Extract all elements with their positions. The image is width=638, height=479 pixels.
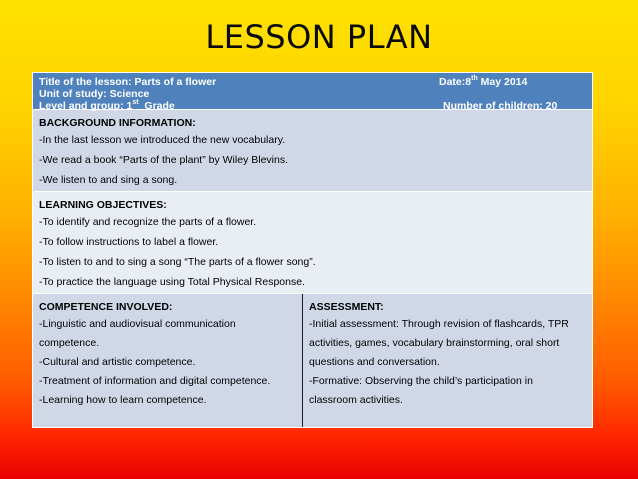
objective-line: -To follow instructions to label a flower.	[39, 236, 219, 248]
objectives-title: LEARNING OBJECTIVES:	[39, 199, 167, 211]
competence-line: -Learning how to learn competence.	[39, 394, 207, 406]
date-prefix: Date:8	[439, 76, 472, 88]
number-of-children: Number of children: 20	[443, 100, 558, 112]
level-sup: st	[132, 99, 139, 106]
objective-line: -To identify and recognize the parts of a flower.	[39, 216, 257, 228]
competence-line: competence.	[39, 337, 100, 349]
level-and-group	[39, 100, 175, 112]
assessment-line: -Formative: Observing the child’s participation in	[309, 375, 533, 387]
competence-assessment-row	[33, 294, 592, 427]
competence-line: -Treatment of information and digital competence.	[39, 375, 271, 387]
assessment-title: ASSESSMENT:	[309, 301, 384, 313]
background-line: -In the last lesson we introduced the new vocabulary.	[39, 134, 286, 146]
background-section	[33, 110, 592, 192]
slide-title: LESSON PLAN	[205, 18, 433, 56]
level-suffix: Grade	[138, 100, 175, 112]
date-suffix: May 2014	[477, 76, 528, 88]
competence-line: -Cultural and artistic competence.	[39, 356, 196, 368]
date-sup: th	[471, 75, 478, 82]
lesson-header	[33, 73, 592, 110]
assessment-line: -Initial assessment: Through revision of flashcards, TPR	[309, 318, 569, 330]
competence-section	[33, 294, 303, 427]
assessment-line: classroom activities.	[309, 394, 403, 406]
lesson-title: Title of the lesson: Parts of a flower	[39, 76, 217, 88]
lesson-date	[439, 76, 527, 88]
background-line: -We read a book “Parts of the plant” by Wiley Blevins.	[39, 154, 288, 166]
background-line: -We listen to and sing a song.	[39, 174, 178, 186]
competence-line: -Linguistic and audiovisual communication	[39, 318, 236, 330]
lesson-plan-table	[32, 72, 593, 428]
assessment-line: activities, games, vocabulary brainstorming, oral short	[309, 337, 560, 349]
objective-line: -To practice the language using Total Physical Response.	[39, 276, 305, 288]
assessment-line: questions and conversation.	[309, 356, 440, 368]
background-title: BACKGROUND INFORMATION:	[39, 117, 196, 129]
unit-of-study: Unit of study: Science	[39, 88, 150, 100]
assessment-section	[303, 294, 592, 427]
competence-title: COMPETENCE INVOLVED:	[39, 301, 173, 313]
objectives-section	[33, 192, 592, 294]
level-prefix: Level and group: 1	[39, 100, 133, 112]
objective-line: -To listen to and to sing a song “The parts of a flower song”.	[39, 256, 316, 268]
